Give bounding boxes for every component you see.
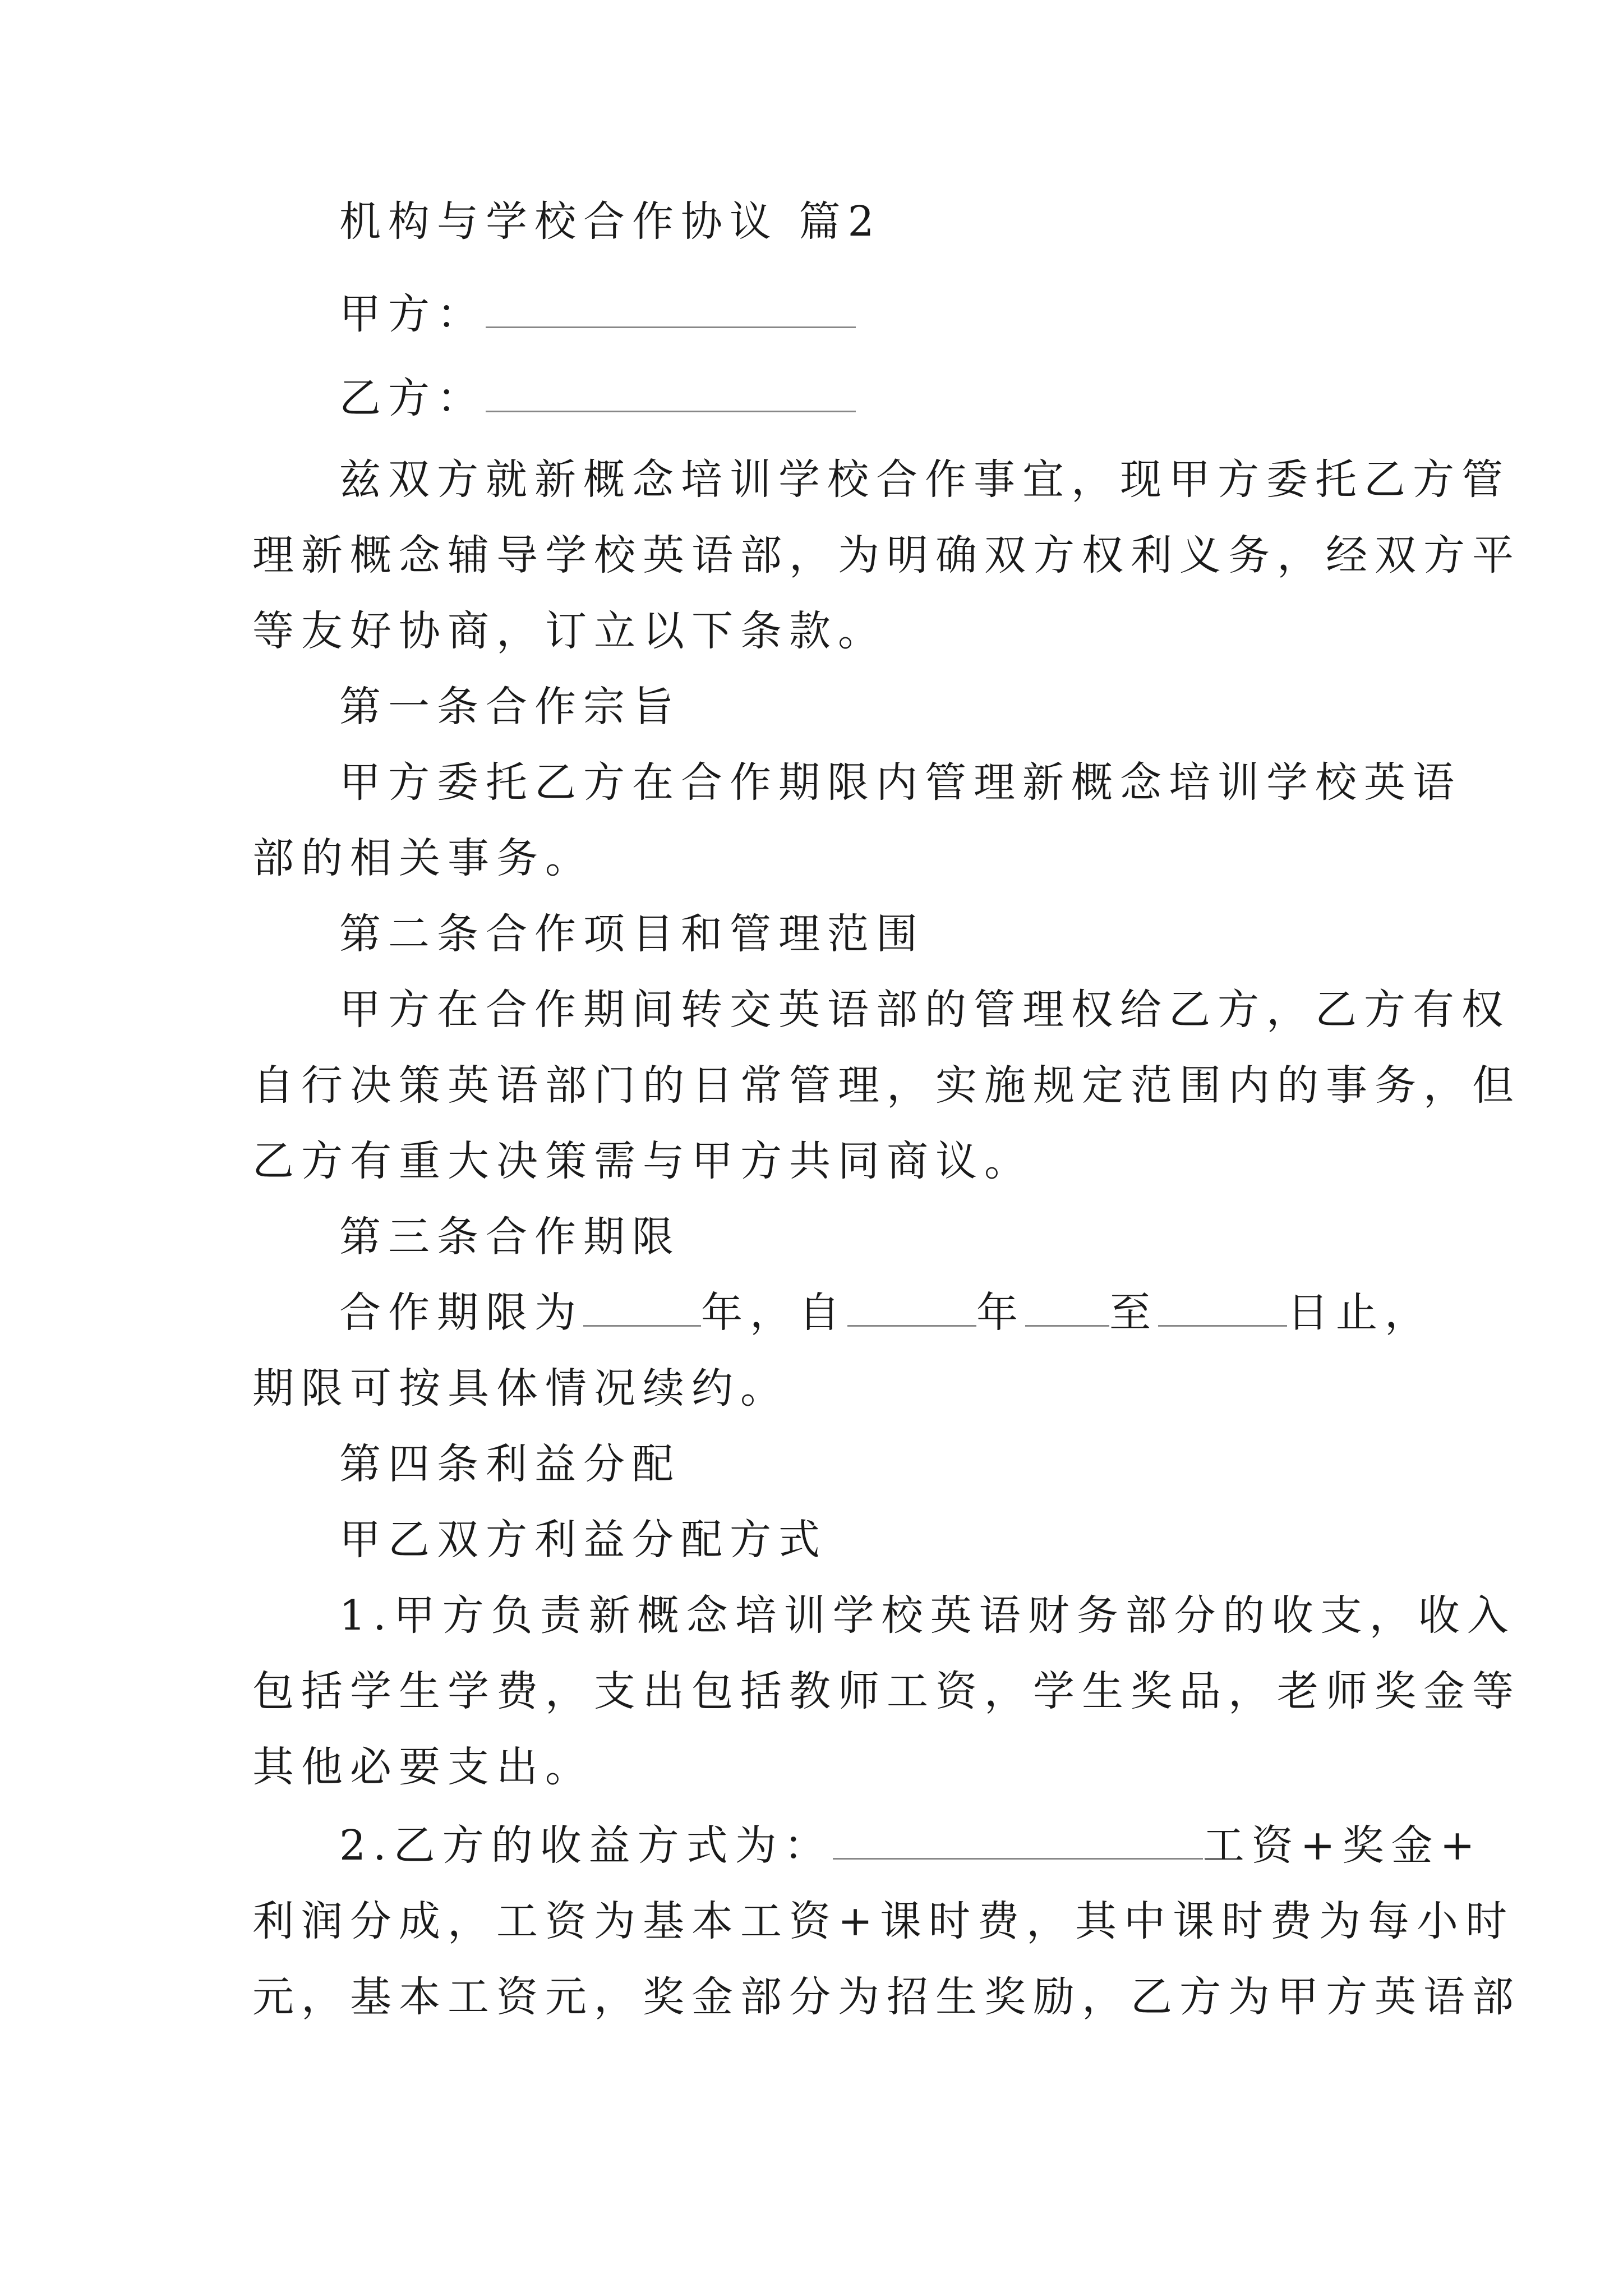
term-to-label: 至 [1109, 1289, 1158, 1337]
party-b-blank [486, 377, 856, 412]
article-3-term-line-2: 期限可按具体情况续约。 [252, 1364, 789, 1412]
article-4-item-1-line-1: 1.甲方负责新概念培训学校英语财务部分的收支，收入 [339, 1591, 1516, 1640]
article-4-item-2-line-1 [339, 1818, 1482, 1874]
article-2-heading: 第二条合作项目和管理范围 [339, 910, 925, 958]
preamble-line-2: 理新概念辅导学校英语部，为明确双方权利义务，经双方平 [252, 531, 1521, 579]
preamble-line-3: 等友好协商，订立以下条款。 [252, 607, 887, 655]
start-year-blank [847, 1291, 976, 1327]
article-2-body-2: 自行决策英语部门的日常管理，实施规定范围内的事务，但 [252, 1061, 1521, 1110]
party-a-blank [486, 293, 856, 328]
term-years-blank [583, 1291, 701, 1327]
end-date-blank [1158, 1291, 1287, 1327]
term-end-label: 日止， [1287, 1289, 1433, 1337]
term-year2-label: 年 [976, 1289, 1025, 1337]
term-year-label: 年，自 [701, 1289, 847, 1337]
article-3-heading: 第三条合作期限 [339, 1213, 681, 1261]
preamble-line-1: 兹双方就新概念培训学校合作事宜，现甲方委托乙方管 [339, 455, 1510, 504]
party-a-line [339, 286, 856, 342]
article-1-heading: 第一条合作宗旨 [339, 683, 681, 731]
income-method-blank [833, 1824, 1203, 1860]
article-4-subheading: 甲乙双方利益分配方式 [339, 1516, 827, 1564]
article-4-item-1-line-3: 其他必要支出。 [252, 1743, 594, 1791]
party-a-label: 甲方： [339, 290, 486, 338]
document-title: 机构与学校合作协议 篇2 [339, 197, 882, 246]
article-4-item-1-line-2: 包括学生学费，支出包括教师工资，学生奖品，老师奖金等 [252, 1667, 1521, 1715]
article-4-heading: 第四条利益分配 [339, 1440, 681, 1488]
article-2-body-1: 甲方在合作期间转交英语部的管理权给乙方，乙方有权 [339, 986, 1510, 1034]
article-3-term-line [339, 1285, 1433, 1341]
item-2-prefix: 2.乙方的收益方式为： [339, 1821, 833, 1870]
term-prefix: 合作期限为 [339, 1289, 583, 1337]
start-date-blank [1025, 1291, 1109, 1327]
party-b-line [339, 370, 856, 426]
article-1-body-2: 部的相关事务。 [252, 834, 594, 882]
article-4-item-2-line-2: 利润分成，工资为基本工资+课时费，其中课时费为每小时 [252, 1897, 1515, 1945]
item-2-suffix: 工资+奖金+ [1202, 1821, 1482, 1870]
article-4-item-2-line-3: 元，基本工资元，奖金部分为招生奖励，乙方为甲方英语部 [252, 1973, 1521, 2021]
article-2-body-3: 乙方有重大决策需与甲方共同商议。 [252, 1137, 1033, 1185]
article-1-body-1: 甲方委托乙方在合作期限内管理新概念培训学校英语 [339, 758, 1461, 807]
party-b-label: 乙方： [339, 374, 486, 422]
